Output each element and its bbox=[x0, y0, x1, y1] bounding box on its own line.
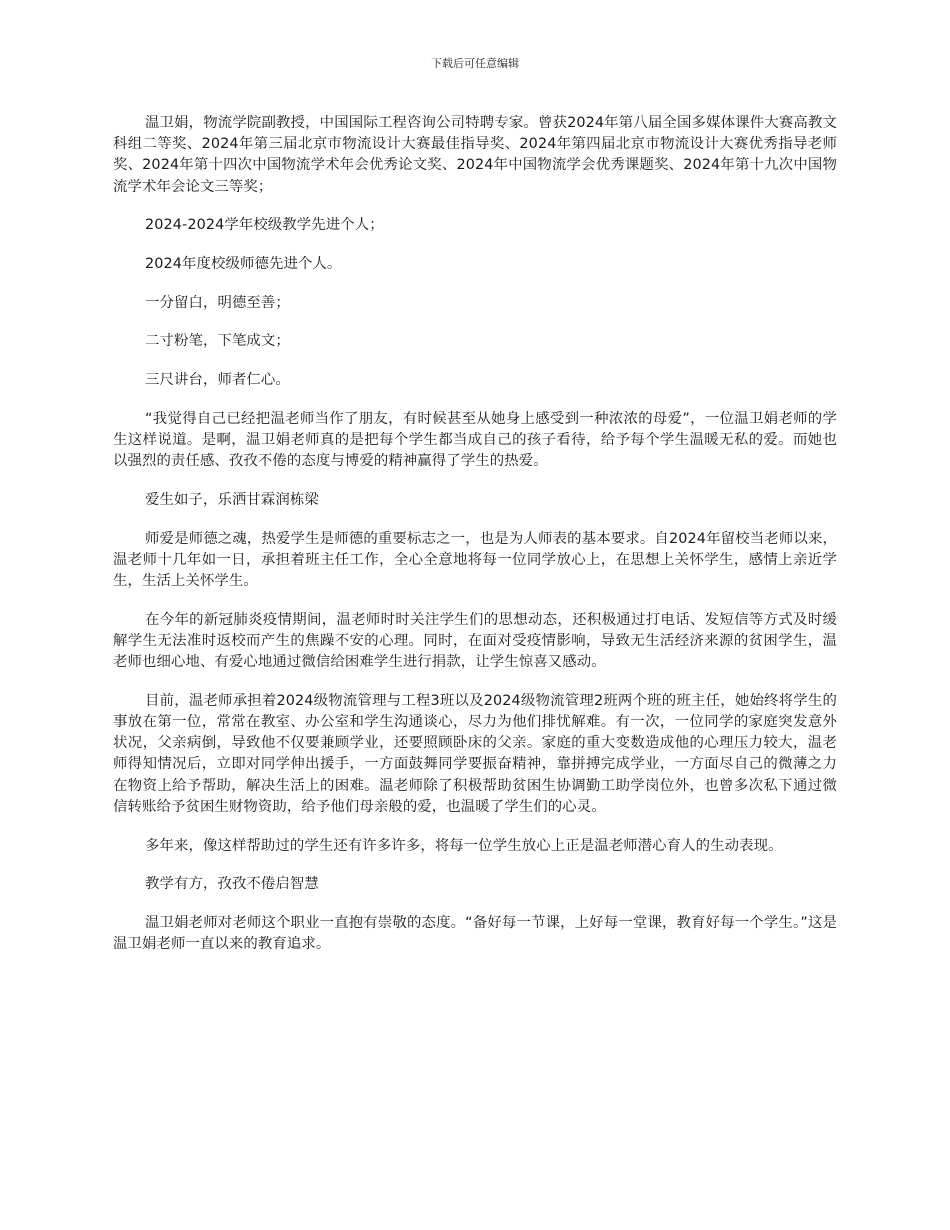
paragraph-biography: 温卫娟，物流学院副教授，中国国际工程咨询公司特聘专家。曾获2024年第八届全国多媒体课件大赛高教文科组二等奖、2024年第三届北京市物流设计大赛最佳指导奖、2024年第四届北京市物流设计大赛优秀指导老师奖、2024年第十四次中国物流学术年会优秀论文奖、2024年中国物流学会优秀课题奖、2024年第十九次中国物流学术年会论文三等奖； bbox=[113, 115, 837, 195]
paragraph-teaching-pursuit: 温卫娟老师对老师这个职业一直抱有崇敬的态度。“备好每一节课，上好每一堂课，教育好每一个学生。”这是温卫娟老师一直以来的教育追求。 bbox=[113, 914, 837, 953]
section-heading-teaching: 教学有方，孜孜不倦启智慧 bbox=[145, 876, 319, 893]
section-heading-care: 爱生如子，乐洒甘霖润栋梁 bbox=[145, 491, 319, 508]
paragraph-many-students: 多年来，像这样帮助过的学生还有许多许多，将每一位学生放心上正是温老师潜心育人的生动表现。 bbox=[145, 837, 783, 854]
page-header-note: 下载后可任意编辑 bbox=[431, 57, 519, 70]
paragraph-pandemic: 在今年的新冠肺炎疫情期间，温老师时时关注学生们的思想动态，还积极通过打电话、发短信等方式及时缓解学生无法准时返校而产生的焦躁不安的心理。同时，在面对受疫情影响，导致无生活经济来源的贫困学生，温老师也细心地、有爱心地通过微信给困难学生进行捐款，让学生惊喜又感动。 bbox=[113, 611, 837, 671]
paragraph-teacher-love: 师爱是师德之魂，热爱学生是师德的重要标志之一，也是为人师表的基本要求。自2024年留校当老师以来，温老师十几年如一日，承担着班主任工作，全心全意地将每一位同学放心上，在思想上关怀学生，感情上亲近学生，生活上关怀学生。 bbox=[113, 530, 837, 590]
paragraph-verse-3: 三尺讲台，师者仁心。 bbox=[145, 372, 290, 389]
paragraph-award-ethics: 2024年度校级师德先进个人。 bbox=[145, 256, 342, 273]
document-body bbox=[113, 113, 837, 973]
paragraph-verse-1: 一分留白，明德至善； bbox=[145, 294, 290, 311]
paragraph-award-teaching: 2024-2024学年校级教学先进个人； bbox=[145, 217, 384, 234]
paragraph-verse-2: 二寸粉笔，下笔成文； bbox=[145, 333, 290, 350]
paragraph-student-quote: “我觉得自己已经把温老师当作了朋友，有时候甚至从她身上感受到一种浓浓的母爱”，一位温卫娟老师的学生这样说道。是啊，温卫娟老师真的是把每个学生都当成自己的孩子看待，给予每个学生温暖无私的爱。而她也以强烈的责任感、孜孜不倦的态度与博爱的精神赢得了学生的热爱。 bbox=[113, 410, 837, 470]
paragraph-class-advisor: 目前，温老师承担着2024级物流管理与工程3班以及2024级物流管理2班两个班的班主任，她始终将学生的事放在第一位，常常在教室、办公室和学生沟通谈心，尽力为他们排忧解难。有一次，一位同学的家庭突发意外状况，父亲病倒，导致他不仅要兼顾学业，还要照顾卧床的父亲。家庭的重大变数造成他的心理压力较大，温老师得知情况后，立即对同学伸出援手，一方面鼓舞同学要振奋精神，靠拼搏完成学业，一方面尽自己的微薄之力在物资上给予帮助，解决生活上的困难。温老师除了积极帮助贫困生协调勤工助学岗位外，也曾多次私下通过微信转账给予贫困生财物资助，给予他们母亲般的爱，也温暖了学生们的心灵。 bbox=[113, 692, 837, 815]
